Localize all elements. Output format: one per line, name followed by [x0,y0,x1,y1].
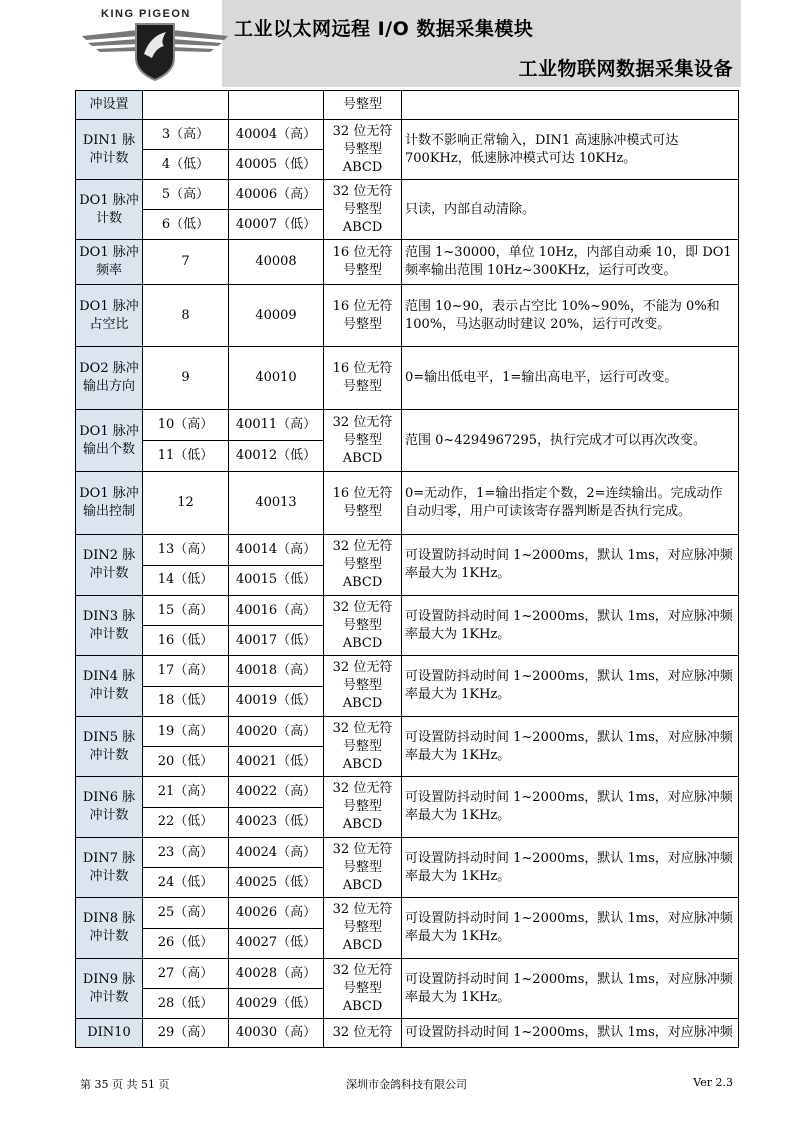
data-type-cell: 32 位无符号整型 ABCD [324,838,402,898]
register-name-cell: DIN7 脉冲计数 [76,838,143,898]
description-cell: 可设置防抖动时间 1~2000ms，默认 1ms，对应脉冲频率最大为 1KHz。 [402,596,739,656]
modbus-address-cell: 13（高） [143,535,229,566]
plc-address-cell: 40024（高） [229,838,324,868]
plc-address-cell: 40015（低） [229,565,324,596]
register-name-cell: DIN10 [76,1019,143,1048]
data-type-cell: 32 位无符号整型 ABCD [324,777,402,838]
description-cell: 可设置防抖动时间 1~2000ms，默认 1ms，对应脉冲频率最大为 1KHz。 [402,717,739,777]
plc-address-cell: 40005（低） [229,150,324,180]
description-cell: 0=输出低电平，1=输出高电平，运行可改变。 [402,347,739,410]
plc-address-cell: 40019（低） [229,686,324,717]
plc-address-cell: 40017（低） [229,626,324,656]
data-type-cell: 32 位无符号整型 ABCD [324,410,402,472]
plc-address-cell: 40026（高） [229,898,324,929]
description-cell: 范围 1~30000，单位 10Hz，内部自动乘 10，即 DO1 频率输出范围 10Hz~300KHz，运行可改变。 [402,240,739,285]
plc-address-cell: 40011（高） [229,410,324,441]
description-cell: 可设置防抖动时间 1~2000ms，默认 1ms，对应脉冲频 [402,1019,739,1048]
register-name-cell: DIN2 脉冲计数 [76,535,143,596]
register-name-cell: DO1 脉冲占空比 [76,285,143,347]
description-cell: 可设置防抖动时间 1~2000ms，默认 1ms，对应脉冲频率最大为 1KHz。 [402,959,739,1019]
data-type-cell: 32 位无符 [324,1019,402,1048]
table-row [76,596,739,626]
modbus-address-cell [143,91,229,120]
modbus-address-cell: 5（高） [143,180,229,210]
data-type-cell: 32 位无符号整型 ABCD [324,120,402,180]
modbus-address-cell: 3（高） [143,120,229,150]
register-name-cell: DIN6 脉冲计数 [76,777,143,838]
description-cell: 可设置防抖动时间 1~2000ms，默认 1ms，对应脉冲频率最大为 1KHz。 [402,656,739,717]
plc-address-cell: 40027（低） [229,928,324,959]
data-type-cell: 16 位无符号整型 [324,347,402,410]
data-type-cell: 32 位无符号整型 ABCD [324,180,402,240]
modbus-address-cell: 16（低） [143,626,229,656]
table-row [76,898,739,929]
brand-name: KING PIGEON [101,8,191,20]
description-cell: 可设置防抖动时间 1~2000ms，默认 1ms，对应脉冲频率最大为 1KHz。 [402,777,739,838]
description-cell: 范围 0~4294967295，执行完成才可以再次改变。 [402,410,739,472]
modbus-address-cell: 15（高） [143,596,229,626]
modbus-address-cell: 29（高） [143,1019,229,1048]
description-cell [402,91,739,120]
table-row [76,472,739,535]
modbus-address-cell: 27（高） [143,959,229,989]
register-name-cell: DIN5 脉冲计数 [76,717,143,777]
table-row [76,285,739,347]
plc-address-cell: 40025（低） [229,868,324,898]
modbus-address-cell: 24（低） [143,868,229,898]
plc-address-cell: 40016（高） [229,596,324,626]
document-title: 工业以太网远程 I/O 数据采集模块 [234,18,534,40]
modbus-address-cell: 20（低） [143,747,229,777]
modbus-address-cell: 11（低） [143,441,229,472]
table-row [76,120,739,150]
data-type-cell: 32 位无符号整型 ABCD [324,959,402,1019]
modbus-address-cell: 22（低） [143,807,229,838]
table-row [76,180,739,210]
description-cell: 计数不影响正常输入，DIN1 高速脉冲模式可达 700KHz，低速脉冲模式可达 10KHz。 [402,120,739,180]
description-cell: 可设置防抖动时间 1~2000ms，默认 1ms，对应脉冲频率最大为 1KHz。 [402,898,739,959]
table-row [76,959,739,989]
modbus-address-cell: 12 [143,472,229,535]
table-row [76,1019,739,1048]
plc-address-cell [229,91,324,120]
description-cell: 只读，内部自动清除。 [402,180,739,240]
table-row [76,717,739,747]
table-row [76,240,739,285]
register-name-cell: 冲设置 [76,91,143,120]
modbus-address-cell: 28（低） [143,989,229,1019]
modbus-address-cell: 25（高） [143,898,229,929]
table-row [76,838,739,868]
table-row [76,656,739,687]
data-type-cell: 32 位无符号整型 ABCD [324,656,402,717]
description-cell: 范围 10~90，表示占空比 10%~90%，不能为 0%和 100%，马达驱动时建议 20%，运行可改变。 [402,285,739,347]
plc-address-cell: 40029（低） [229,989,324,1019]
data-type-cell: 16 位无符号整型 [324,240,402,285]
register-table [75,90,739,1048]
footer-version: Ver 2.3 [693,1076,733,1089]
table-row [76,410,739,441]
register-name-cell: DIN3 脉冲计数 [76,596,143,656]
plc-address-cell: 40012（低） [229,441,324,472]
modbus-address-cell: 8 [143,285,229,347]
plc-address-cell: 40021（低） [229,747,324,777]
data-type-cell: 32 位无符号整型 ABCD [324,596,402,656]
data-type-cell: 32 位无符号整型 ABCD [324,535,402,596]
data-type-cell: 16 位无符号整型 [324,472,402,535]
plc-address-cell: 40009 [229,285,324,347]
plc-address-cell: 40004（高） [229,120,324,150]
page-number: 第 35 页 共 51 页 [80,1078,170,1091]
modbus-address-cell: 17（高） [143,656,229,687]
register-name-cell: DO1 脉冲频率 [76,240,143,285]
table-row [76,777,739,808]
register-name-cell: DO1 脉冲计数 [76,180,143,240]
plc-address-cell: 40014（高） [229,535,324,566]
register-name-cell: DIN1 脉冲计数 [76,120,143,180]
modbus-address-cell: 10（高） [143,410,229,441]
register-name-cell: DO2 脉冲输出方向 [76,347,143,410]
description-cell: 可设置防抖动时间 1~2000ms，默认 1ms，对应脉冲频率最大为 1KHz。 [402,838,739,898]
modbus-address-cell: 9 [143,347,229,410]
plc-address-cell: 40028（高） [229,959,324,989]
plc-address-cell: 40006（高） [229,180,324,210]
modbus-address-cell: 4（低） [143,150,229,180]
data-type-cell: 16 位无符号整型 [324,285,402,347]
description-cell: 0=无动作，1=输出指定个数，2=连续输出。完成动作自动归零，用户可读该寄存器判断是否执行完成。 [402,472,739,535]
modbus-address-cell: 7 [143,240,229,285]
plc-address-cell: 40010 [229,347,324,410]
plc-address-cell: 40013 [229,472,324,535]
plc-address-cell: 40007（低） [229,210,324,240]
plc-address-cell: 40030（高） [229,1019,324,1048]
modbus-address-cell: 23（高） [143,838,229,868]
register-name-cell: DIN8 脉冲计数 [76,898,143,959]
data-type-cell: 32 位无符号整型 ABCD [324,717,402,777]
description-cell: 可设置防抖动时间 1~2000ms，默认 1ms，对应脉冲频率最大为 1KHz。 [402,535,739,596]
plc-address-cell: 40018（高） [229,656,324,687]
data-type-cell: 号整型 [324,91,402,120]
plc-address-cell: 40008 [229,240,324,285]
footer-company: 深圳市金鸽科技有限公司 [346,1078,467,1091]
modbus-address-cell: 6（低） [143,210,229,240]
modbus-address-cell: 18（低） [143,686,229,717]
table-row [76,535,739,566]
modbus-address-cell: 26（低） [143,928,229,959]
register-name-cell: DO1 脉冲输出个数 [76,410,143,472]
modbus-address-cell: 19（高） [143,717,229,747]
document-subtitle: 工业物联网数据采集设备 [518,58,733,80]
table-row [76,347,739,410]
register-name-cell: DIN9 脉冲计数 [76,959,143,1019]
plc-address-cell: 40022（高） [229,777,324,808]
register-name-cell: DO1 脉冲输出控制 [76,472,143,535]
table-row [76,91,739,120]
data-type-cell: 32 位无符号整型 ABCD [324,898,402,959]
plc-address-cell: 40020（高） [229,717,324,747]
modbus-address-cell: 14（低） [143,565,229,596]
register-name-cell: DIN4 脉冲计数 [76,656,143,717]
plc-address-cell: 40023（低） [229,807,324,838]
modbus-address-cell: 21（高） [143,777,229,808]
